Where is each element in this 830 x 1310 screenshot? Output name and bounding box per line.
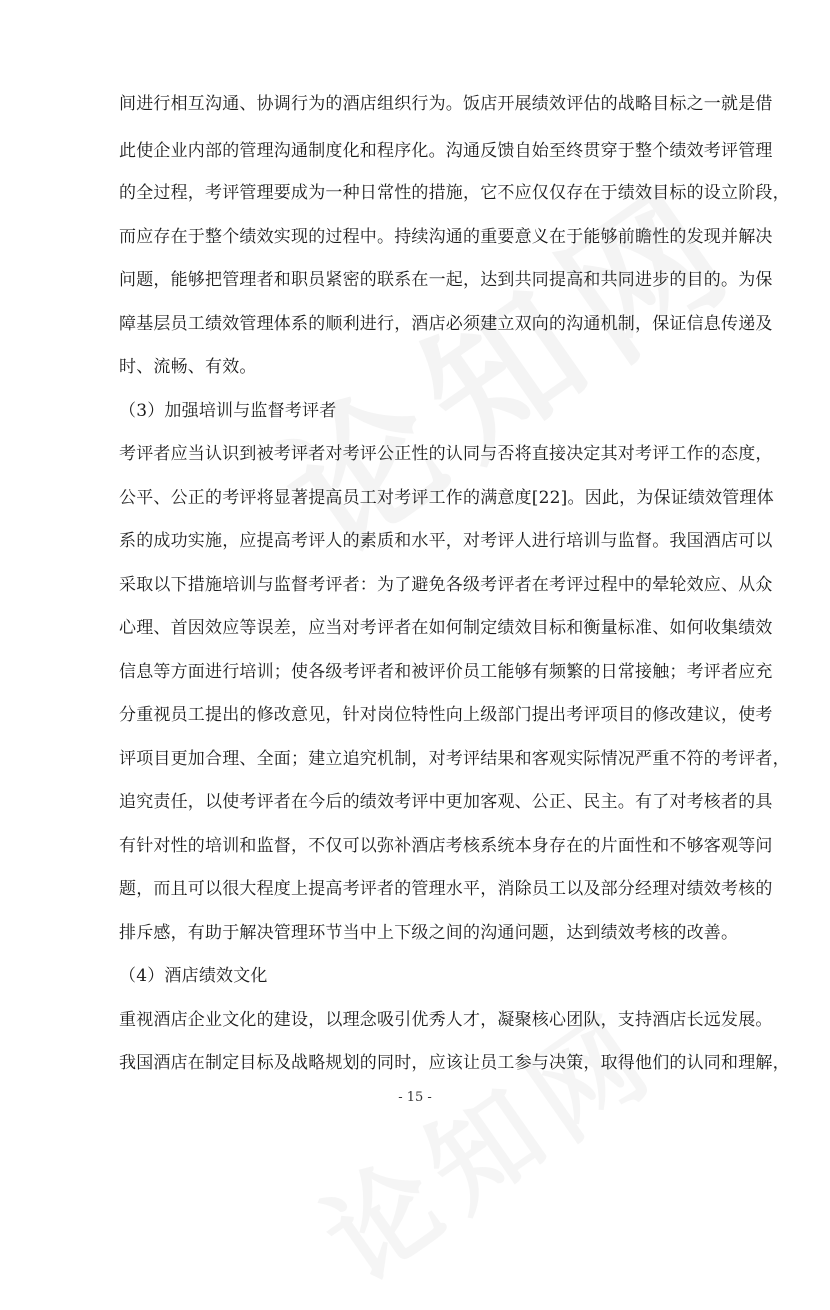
- paragraph-line: 采取以下措施培训与监督考评者：为了避免各级考评者在考评过程中的晕轮效应、从众: [119, 575, 773, 595]
- paragraph-line: 间进行相互沟通、协调行为的酒店组织行为。饭店开展绩效评估的战略目标之一就是借: [119, 94, 773, 114]
- paragraph-line: 排斥感，有助于解决管理环节当中上下级之间的沟通问题，达到绩效考核的改善。: [119, 923, 739, 943]
- paragraph-line: 追究责任，以使考评者在今后的绩效考评中更加客观、公正、民主。有了对考核者的具: [119, 792, 773, 812]
- paragraph-line: 重视酒店企业文化的建设，以理念吸引优秀人才，凝聚核心团队，支持酒店长远发展。: [119, 1010, 773, 1030]
- paragraph-line: 考评者应当认识到被考评者对考评公正性的认同与否将直接决定其对考评工作的态度，: [119, 444, 773, 464]
- paragraph-line: 障基层员工绩效管理体系的顺利进行，酒店必须建立双向的沟通机制，保证信息传递及: [119, 314, 773, 334]
- paragraph-line: 心理、首因效应等误差，应当对考评者在如何制定绩效目标和衡量标准、如何收集绩效: [119, 618, 773, 638]
- paragraph-line: 问题，能够把管理者和职员紧密的联系在一起，达到共同提高和共同进步的目的。为保: [119, 270, 773, 290]
- paragraph-line: 有针对性的培训和监督，不仅可以弥补酒店考核系统本身存在的片面性和不够客观等问: [119, 836, 773, 856]
- paragraph-line: 此使企业内部的管理沟通制度化和程序化。沟通反馈自始至终贯穿于整个绩效考评管理: [119, 141, 773, 161]
- paragraph-line: 公平、公正的考评将显著提高员工对考评工作的满意度[22]。因此，为保证绩效管理体: [119, 488, 774, 508]
- section-heading: （4）酒店绩效文化: [119, 966, 268, 986]
- section-heading: （3）加强培训与监督考评者: [119, 401, 337, 421]
- paragraph-line: 分重视员工提出的修改意见，针对岗位特性向上级部门提出考评项目的修改建议，使考: [119, 705, 773, 725]
- page-number: - 15 -: [398, 1090, 432, 1105]
- paragraph-line: 而应存在于整个绩效实现的过程中。持续沟通的重要意义在于能够前瞻性的发现并解决: [119, 227, 773, 247]
- paragraph-line: 时、流畅、有效。: [119, 357, 257, 377]
- paragraph-line: 系的成功实施，应提高考评人的素质和水平，对考评人进行培训与监督。我国酒店可以: [119, 531, 773, 551]
- paragraph-line: 信息等方面进行培训；使各级考评者和被评价员工能够有频繁的日常接触；考评者应充: [119, 662, 773, 682]
- paragraph-line: 评项目更加合理、全面；建立追究机制，对考评结果和客观实际情况严重不符的考评者，: [119, 749, 790, 769]
- paragraph-line: 我国酒店在制定目标及战略规划的同时，应该让员工参与决策，取得他们的认同和理解，: [119, 1053, 790, 1073]
- paragraph-line: 题，而且可以很大程度上提高考评者的管理水平，消除员工以及部分经理对绩效考核的: [119, 879, 773, 899]
- paragraph-line: 的全过程，考评管理要成为一种日常性的措施，它不应仅仅存在于绩效目标的设立阶段，: [119, 183, 790, 203]
